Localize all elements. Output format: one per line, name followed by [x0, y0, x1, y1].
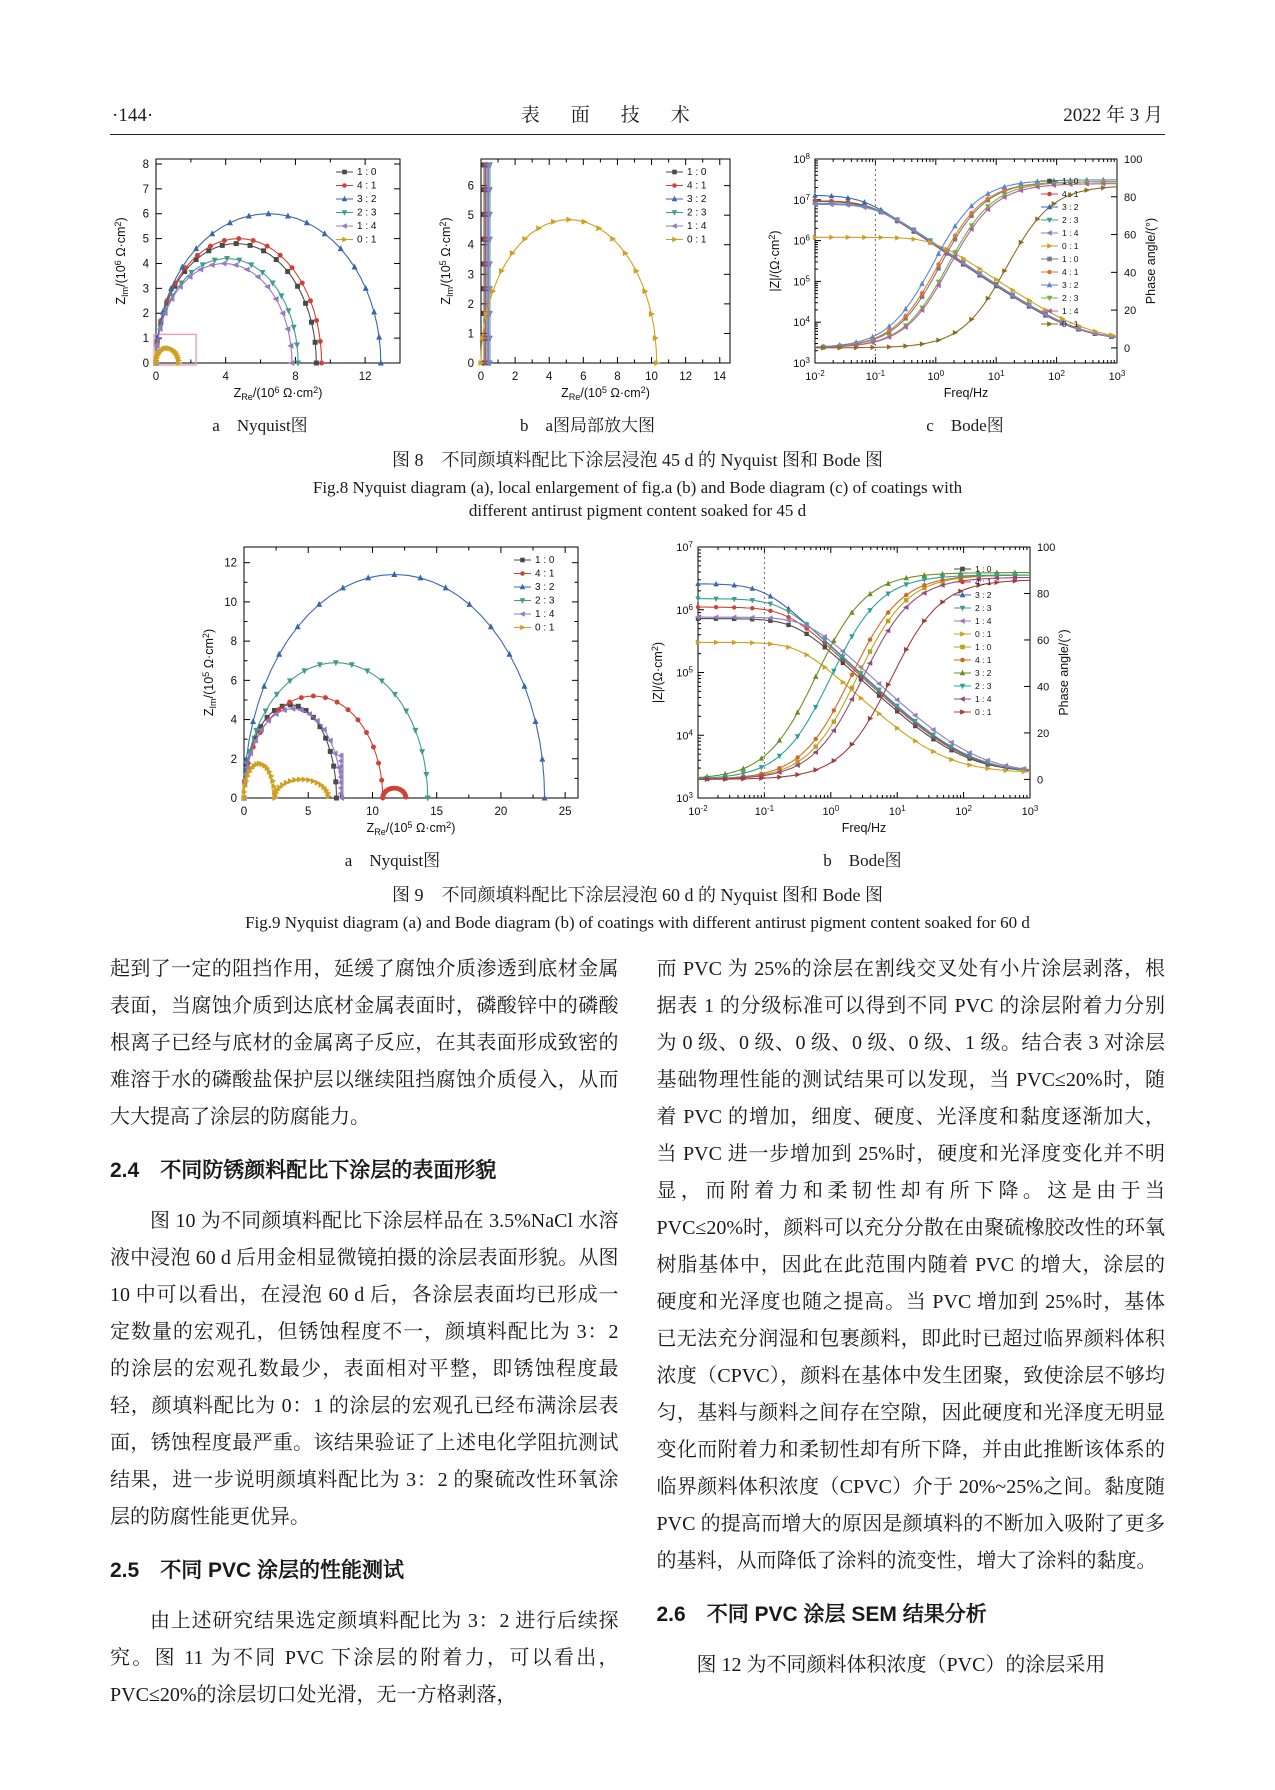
svg-text:0 : 1: 0 : 1: [357, 234, 377, 246]
svg-text:15: 15: [429, 805, 443, 818]
svg-text:0: 0: [477, 371, 485, 383]
header-rule: [110, 134, 1165, 135]
svg-text:2 : 3: 2 : 3: [687, 207, 707, 219]
svg-text:25: 25: [558, 805, 572, 818]
svg-text:100: $10^0$: [927, 369, 945, 383]
svg-text:12: 12: [358, 371, 372, 383]
svg-text:4 : 1: 4 : 1: [687, 180, 707, 192]
svg-text:|Z|/(Ω·cm2): $|Z|/(\Omega\cdot cm^2)$: [767, 230, 782, 292]
svg-text:5: 5: [142, 233, 149, 246]
svg-text:2: 2: [230, 753, 237, 766]
svg-text:107: $10^7$: [793, 192, 810, 207]
svg-text:4: 4: [467, 239, 474, 252]
svg-text:106: $10^6$: [675, 602, 693, 617]
svg-text:2 : 3: 2 : 3: [1062, 215, 1079, 226]
svg-text:104: $10^4$: [675, 728, 693, 743]
svg-text:4: 4: [546, 371, 553, 383]
svg-text:100: $10^0$: [821, 803, 839, 818]
svg-text:0 : 1: 0 : 1: [1062, 241, 1079, 252]
body-text: [110, 951, 1165, 1714]
svg-text:4: 4: [230, 714, 237, 727]
section-heading-2-4: 2.4 不同防锈颜料配比下涂层的表面形貌: [110, 1158, 497, 1182]
svg-text:ZIm/(106 Ω·cm2): $Z_{Im}/(10^6$ $\Omega\cdot cm^2$): [113, 217, 130, 305]
svg-text:6: 6: [467, 180, 474, 193]
svg-text:10: 10: [645, 371, 658, 383]
svg-text:20: 20: [1036, 727, 1049, 740]
figure8-caption-en-line1: Fig.8 Nyquist diagram (a), local enlargement of fig.a (b) and Bode diagram (c) of coatings with: [312, 478, 963, 497]
header-journal-title: 表 面 技 术: [520, 105, 696, 126]
svg-text:3: 3: [142, 283, 149, 296]
svg-text:8: 8: [230, 636, 237, 648]
svg-text:5: 5: [467, 210, 474, 223]
svg-text:100: 100: [1036, 541, 1055, 554]
svg-text:Phase angle/(°): Phase angle/(°): [1056, 629, 1071, 716]
page-header: [110, 100, 1165, 134]
svg-text:1 : 4: 1 : 4: [1062, 228, 1079, 239]
svg-text:2: 2: [142, 308, 149, 321]
right-column: [657, 951, 1166, 1714]
svg-text:1 : 0: 1 : 0: [534, 555, 554, 567]
section-heading-2-5: 2.5 不同 PVC 涂层的性能测试: [110, 1558, 405, 1582]
svg-text:ZRe/(105 Ω·cm2): $Z_{Re}/(10^5$ $\Omega\cdot cm^2$): [366, 819, 455, 837]
svg-text:ZRe/(106 Ω·cm2): $Z_{Re}/(10^6$ $\Omega\cdot cm^2$): [233, 385, 323, 402]
svg-text:4 : 1: 4 : 1: [1062, 189, 1079, 200]
paragraph: 而 PVC 为 25%的涂层在割线交叉处有小片涂层剥落，根据表 1 的分级标准可以得到不同 PVC 的涂层附着力分别为 0 级、0 级、0 级、0 级、0 级、1 级。结合表 3 对涂层基础物理性能的测试结果可以发现，当 PVC≤20%时，随着 PVC 的增加，细度、硬度、光泽度和黏度逐渐加大，当 PVC 进一步增加到 25%时，硬度和光泽度变化并不明显，而附着力和柔韧性却有所下降。这是由于当 PVC≤20%时，颜料可以充分分散在由聚硫橡胶改性的环氧树脂基体中，因此在此范围内随着 PVC 的增大，涂层的硬度和光泽度也随之提高。当 PVC 增加到 25%时，基体已无法充分润湿和包裹颜料，即此时已超过临界颜料体积浓度（CPVC），颜料在基体中发生团聚，致使涂层不够均匀，基料与颜料之间存在空隙，因此硬度和光泽度无明显变化而附着力和柔韧性却有所下降，并由此推断该体系的临界颜料体积浓度（CPVC）介于 20%~25%之间。黏度随 PVC 的提高而增大的原因是颜填料的不断加入吸附了更多的基料，从而降低了涂料的流变性，增大了涂料的黏度。: [656, 957, 1165, 1572]
svg-text:3 : 2: 3 : 2: [1062, 280, 1079, 291]
svg-text:12: 12: [679, 371, 693, 383]
svg-text:20: 20: [1124, 305, 1137, 318]
svg-text:1 : 4: 1 : 4: [974, 616, 992, 627]
svg-text:0: 0: [240, 805, 247, 818]
svg-text:8: 8: [292, 371, 299, 383]
svg-text:ZIm/(105 Ω·cm2): $Z_{Im}/(10^5$ $\Omega\cdot cm^2$): [438, 217, 455, 305]
svg-text:0: 0: [152, 371, 160, 383]
figure8-caption: [110, 446, 1165, 523]
svg-text:0 : 1: 0 : 1: [534, 622, 554, 634]
left-column: [110, 951, 619, 1714]
figure8-chart-b: [435, 151, 740, 436]
svg-text:1 : 4: 1 : 4: [534, 609, 554, 621]
svg-text:105: $10^5$: [793, 274, 810, 289]
svg-text:3 : 2: 3 : 2: [974, 668, 992, 679]
svg-text:8: 8: [614, 371, 621, 383]
svg-text:108: $10^8$: [793, 152, 810, 166]
svg-text:106: $10^6$: [793, 233, 810, 248]
svg-text:1 : 0: 1 : 0: [357, 167, 377, 179]
svg-text:2 : 3: 2 : 3: [357, 207, 377, 219]
figure9-label-a: a Nyquist图: [344, 850, 441, 870]
svg-text:40: 40: [1036, 681, 1049, 694]
header-issue-date: 2022 年 3 月: [1063, 105, 1163, 126]
svg-text:104: $10^4$: [793, 315, 810, 330]
paragraph: 图 10 为不同颜填料配比下涂层样品在 3.5%NaCl 水溶液中浸泡 60 d 后用金相显微镜拍摄的涂层表面形貌。从图 10 中可以看出，在浸泡 60 d 后，各涂层表面均已形成一定数量的宏观孔，但锈蚀程度不一，颜填料配比为 3：2 的涂层的宏观孔数最少，表面相对平整，即锈蚀程度最轻，颜填料配比为 0：1 的涂层的宏观孔已经布满涂层表面，锈蚀程度最严重。该结果验证了上述电化学阻抗测试结果，进一步说明颜填料配比为 3：2 的聚硫改性环氧涂层的防腐性能更优异。: [110, 1209, 619, 1528]
svg-text:101: $10^1$: [987, 369, 1005, 383]
figure8-caption-cn: 图 8 不同颜填料配比下涂层浸泡 45 d 的 Nyquist 图和 Bode 图: [392, 450, 883, 470]
paragraph: 由上述研究结果选定颜填料配比为 3：2 进行后续探究。图 11 为不同 PVC 下涂层的附着力，可以看出，PVC≤20%的涂层切口处光滑，无一方格剥落，: [110, 1609, 619, 1706]
figure8-charts: [110, 151, 1165, 436]
figure9-chart-b: [648, 539, 1078, 871]
figure9-charts: [110, 539, 1165, 871]
bode-plot-60d: [648, 539, 1078, 844]
svg-text:102: $10^2$: [954, 803, 972, 818]
svg-text:0 : 1: 0 : 1: [1062, 319, 1079, 330]
svg-text:6: 6: [230, 675, 237, 688]
svg-text:Phase angle/(°): Phase angle/(°): [1144, 217, 1158, 305]
svg-text:10-1: $10^{-1}$: [754, 803, 774, 818]
section-heading-2-6: 2.6 不同 PVC 涂层 SEM 结果分析: [656, 1602, 987, 1626]
svg-text:Freq/Hz: Freq/Hz: [841, 820, 886, 835]
svg-text:0 : 1: 0 : 1: [974, 707, 992, 718]
svg-text:4 : 1: 4 : 1: [534, 568, 554, 580]
svg-text:6: 6: [142, 208, 149, 221]
svg-text:1 : 4: 1 : 4: [974, 694, 992, 705]
svg-text:2 : 3: 2 : 3: [974, 681, 992, 692]
figure9-chart-a: [198, 539, 588, 871]
svg-text:103: $10^3$: [675, 790, 693, 805]
svg-text:Freq/Hz: Freq/Hz: [943, 386, 989, 400]
svg-text:3 : 2: 3 : 2: [1062, 202, 1079, 213]
svg-text:8: 8: [142, 158, 149, 171]
bode-plot-45d: [765, 151, 1165, 409]
svg-text:10: 10: [365, 805, 379, 818]
svg-text:1 : 0: 1 : 0: [1062, 254, 1079, 265]
svg-text:1 : 0: 1 : 0: [687, 167, 707, 179]
figure8-label-c: c Bode图: [926, 416, 1004, 435]
svg-text:6: 6: [580, 371, 587, 383]
figure8-caption-en-line2: different antirust pigment content soaked for 45 d: [468, 500, 807, 520]
paragraph: 起到了一定的阻挡作用，延缓了腐蚀介质渗透到底材金属表面，当腐蚀介质到达底材金属表面时，磷酸锌中的磷酸根离子已经与底材的金属离子反应，在其表面形成致密的难溶于水的磷酸盐保护层以继续阻挡腐蚀介质侵入，从而大大提高了涂层的防腐能力。: [110, 957, 619, 1128]
svg-text:2 : 3: 2 : 3: [534, 595, 554, 607]
svg-text:2 : 3: 2 : 3: [1062, 293, 1079, 304]
svg-text:100: 100: [1124, 154, 1143, 166]
svg-text:2 : 3: 2 : 3: [974, 603, 992, 614]
svg-text:10: 10: [223, 596, 237, 609]
svg-text:4 : 1: 4 : 1: [974, 655, 992, 666]
svg-text:7: 7: [142, 183, 149, 196]
svg-text:60: 60: [1124, 229, 1137, 242]
figure8-label-b: b a图局部放大图: [519, 416, 656, 435]
svg-text:10-1: $10^{-1}$: [865, 369, 886, 383]
figure9-label-b: b Bode图: [823, 850, 902, 870]
nyquist-plot-45d: [110, 151, 410, 409]
figure9-caption-en: Fig.9 Nyquist diagram (a) and Bode diagram (b) of coatings with different antirust pigment content soaked for 60 d: [245, 912, 1030, 932]
svg-text:1 : 0: 1 : 0: [974, 642, 992, 653]
svg-text:103: $10^3$: [1108, 369, 1126, 383]
svg-text:103: $10^3$: [793, 356, 810, 370]
svg-text:0: 0: [467, 358, 474, 370]
svg-text:0: 0: [142, 358, 149, 370]
svg-text:1 : 4: 1 : 4: [357, 221, 377, 233]
svg-text:40: 40: [1124, 267, 1137, 280]
svg-text:102: $10^2$: [1048, 369, 1065, 383]
svg-text:0: 0: [1124, 342, 1131, 355]
svg-text:80: 80: [1036, 588, 1049, 601]
svg-text:2: 2: [467, 298, 474, 311]
figure8-label-a: a Nyquist图: [212, 416, 308, 435]
svg-text:4 : 1: 4 : 1: [974, 577, 992, 588]
paragraph: 图 12 为不同颜料体积浓度（PVC）的涂层采用: [696, 1653, 1106, 1676]
svg-text:80: 80: [1124, 191, 1137, 204]
header-page-number: ·144·: [112, 105, 154, 126]
svg-text:103: $10^3$: [1021, 803, 1038, 818]
figure8-chart-c: [765, 151, 1165, 436]
svg-text:3 : 2: 3 : 2: [974, 590, 992, 601]
svg-text:3 : 2: 3 : 2: [687, 194, 707, 206]
svg-text:101: $10^1$: [888, 803, 906, 818]
nyquist-plot-60d: [198, 539, 588, 844]
svg-text:3 : 2: 3 : 2: [534, 582, 554, 594]
svg-text:3: 3: [467, 269, 474, 282]
svg-text:12: 12: [223, 557, 237, 570]
svg-text:1: 1: [142, 333, 149, 346]
svg-text:1 : 4: 1 : 4: [1062, 306, 1079, 317]
svg-text:107: $10^7$: [675, 539, 693, 554]
svg-text:14: 14: [713, 371, 727, 383]
svg-text:2: 2: [511, 371, 519, 383]
svg-text:4: 4: [142, 258, 149, 271]
svg-text:ZIm/(105 Ω·cm2): $Z_{Im}/(10^5$ $\Omega\cdot cm^2$): [200, 628, 218, 717]
svg-text:1: 1: [467, 328, 474, 341]
svg-text:1 : 4: 1 : 4: [687, 221, 707, 233]
svg-text:4 : 1: 4 : 1: [1062, 267, 1079, 278]
svg-text:4 : 1: 4 : 1: [357, 180, 377, 192]
figure8-chart-a: [110, 151, 410, 436]
svg-text:1 : 0: 1 : 0: [1062, 176, 1079, 187]
svg-text:0 : 1: 0 : 1: [687, 234, 707, 246]
figure9-caption-cn: 图 9 不同颜填料配比下涂层浸泡 60 d 的 Nyquist 图和 Bode 图: [392, 884, 883, 905]
svg-text:3 : 2: 3 : 2: [357, 194, 377, 206]
svg-text:ZRe/(105 Ω·cm2): $Z_{Re}/(10^5$ $\Omega\cdot cm^2$): [561, 385, 650, 402]
svg-text:60: 60: [1036, 634, 1049, 647]
svg-text:10-2: $10^{-2}$: [687, 803, 708, 818]
svg-text:0: 0: [230, 792, 237, 805]
svg-text:5: 5: [304, 805, 311, 818]
svg-text:0: 0: [1036, 774, 1043, 787]
svg-text:4: 4: [222, 371, 229, 383]
svg-text:10-2: $10^{-2}$: [805, 369, 825, 383]
svg-text:0 : 1: 0 : 1: [974, 629, 992, 640]
svg-text:|Z|/(Ω·cm2): $|Z|/(\Omega\cdot cm^2)$: [649, 641, 665, 703]
svg-text:1 : 0: 1 : 0: [974, 564, 992, 575]
svg-text:105: $10^5$: [675, 665, 693, 680]
figure9-caption: [110, 881, 1165, 935]
nyquist-enlargement-plot-45d: [435, 151, 740, 409]
svg-text:20: 20: [494, 805, 507, 818]
